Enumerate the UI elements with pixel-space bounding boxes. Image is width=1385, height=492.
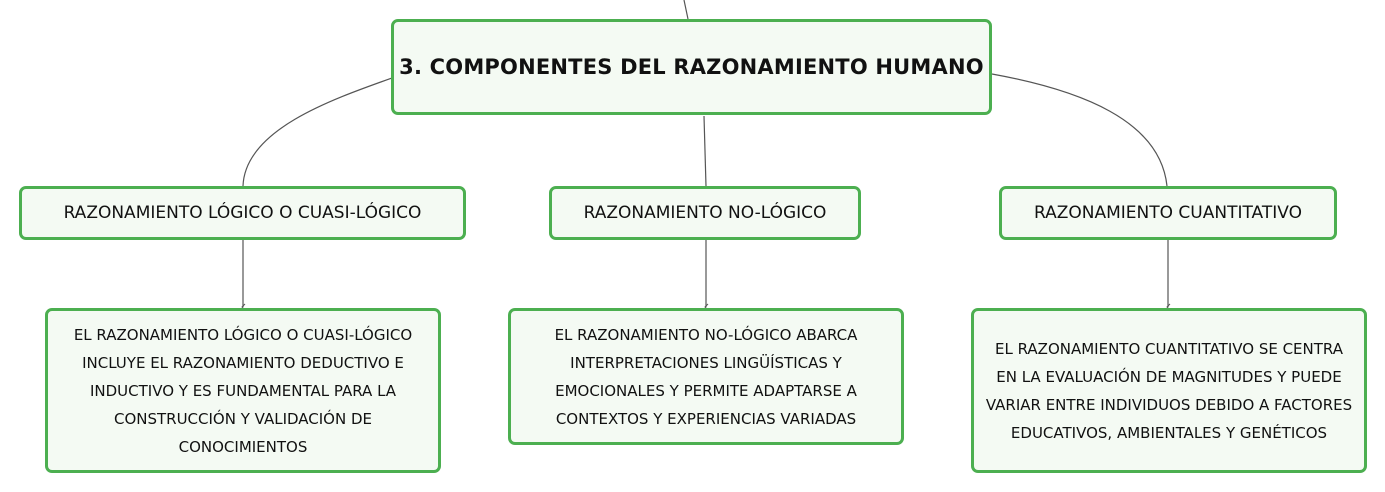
- branch-topic-no-logico[interactable]: [549, 186, 861, 240]
- branch-topic-label: RAZONAMIENTO LÓGICO O CUASI-LÓGICO: [63, 203, 422, 223]
- connector-parent-to-root: [684, 0, 688, 19]
- root-topic-title: 3. COMPONENTES DEL RAZONAMIENTO HUMANO: [399, 55, 984, 79]
- root-topic[interactable]: [391, 19, 992, 115]
- branch-topic-logico[interactable]: [19, 186, 466, 240]
- branch-topic-cuantitativo[interactable]: [999, 186, 1337, 240]
- detail-topic-text: EL RAZONAMIENTO CUANTITATIVO SE CENTRA EN LA EVALUACIÓN DE MAGNITUDES Y PUEDE VARIAR ENTRE INDIVIDUOS DEBIDO A FACTORES EDUCATIVOS, AMBIENTALES Y GENÉTICOS: [985, 339, 1353, 442]
- detail-topic-no-logico[interactable]: [508, 308, 904, 445]
- branch-topic-label: RAZONAMIENTO CUANTITATIVO: [1034, 203, 1302, 223]
- detail-topic-text: EL RAZONAMIENTO NO-LÓGICO ABARCA INTERPRETACIONES LINGÜÍSTICAS Y EMOCIONALES Y PERMITE ADAPTARSE A CONTEXTOS Y EXPERIENCIAS VARIADAS: [554, 325, 858, 428]
- connector-root-to-branch-2: [704, 116, 706, 186]
- connector-root-to-branch-3: [992, 74, 1167, 186]
- detail-topic-cuantitativo[interactable]: [971, 308, 1367, 473]
- detail-topic-logico[interactable]: [45, 308, 441, 473]
- connector-root-to-branch-1: [243, 78, 392, 186]
- branch-topic-label: RAZONAMIENTO NO-LÓGICO: [583, 203, 827, 223]
- detail-topic-text: EL RAZONAMIENTO LÓGICO O CUASI-LÓGICO INCLUYE EL RAZONAMIENTO DEDUCTIVO E INDUCTIVO Y ES FUNDAMENTAL PARA LA CONSTRUCCIÓN Y VALIDACIÓN DE CONOCIMIENTOS: [73, 325, 413, 456]
